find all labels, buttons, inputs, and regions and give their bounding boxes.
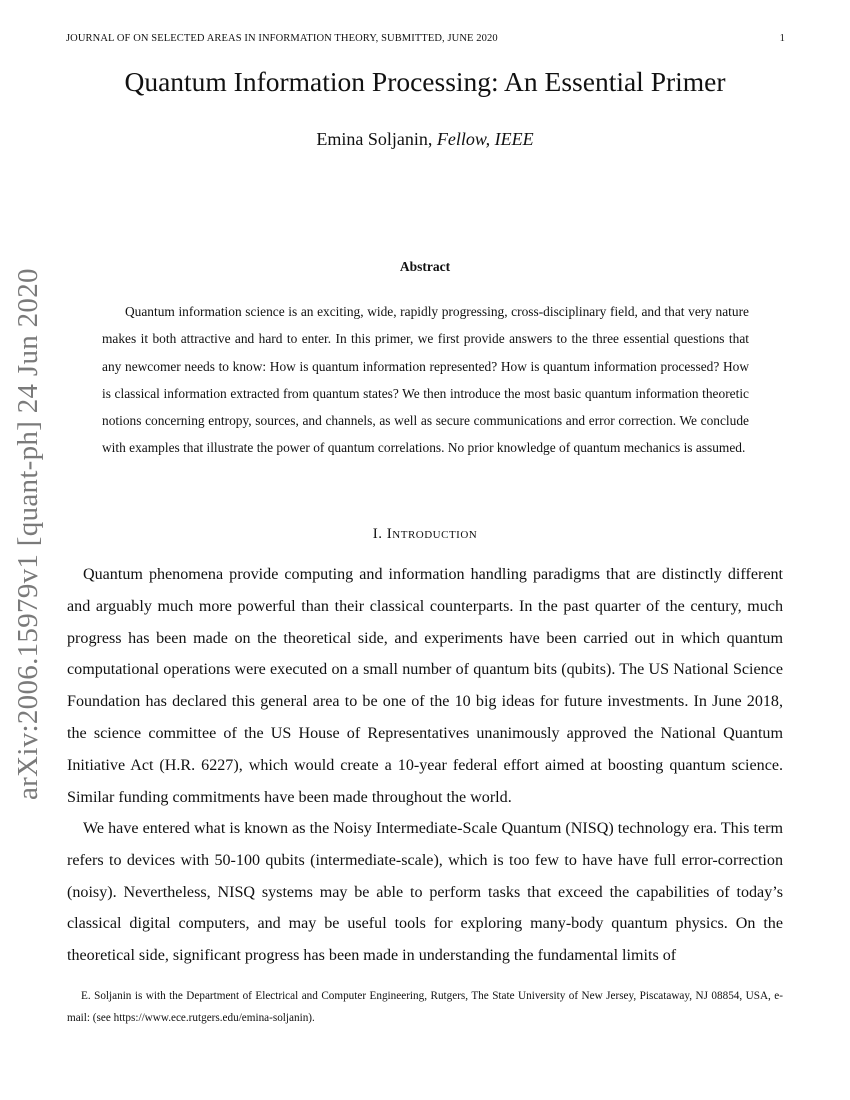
abstract-heading: Abstract — [399, 259, 451, 274]
running-head-text: JOURNAL OF ON SELECTED AREAS IN INFORMATION THEORY, SUBMITTED, JUNE 2020 — [66, 33, 498, 44]
section-number: I. — [372, 526, 383, 542]
section-heading — [0, 526, 850, 543]
author-footnote: E. Soljanin is with the Department of Electrical and Computer Engineering, Rutgers, The State University of New Jersey, Piscataway, NJ 08854, USA, e-mail: (see https://www.ece.rutgers.edu/emina-soljanin). — [67, 990, 783, 1024]
author-line — [0, 129, 850, 150]
page-number: 1 — [779, 33, 785, 44]
body-paragraph: We have entered what is known as the Noisy Intermediate-Scale Quantum (NISQ) technology era. This term refers to devices with 50-100 qubits (intermediate-scale), which is too few to have have full error-correction (noisy). Nevertheless, NISQ systems may be able to perform tasks that exceed the capabilities of today’s classical digital computers, and may be useful tools for exploring many-body quantum physics. On the theoretical side, significant progress has been made in understanding the fundamental limits of — [67, 820, 783, 965]
body-paragraph: Quantum phenomena provide computing and information handling paradigms that are distinctly different and arguably much more powerful than their classical counterparts. In the past quarter of the century, much progress has been made on the theoretical side, and experiments have been carried out in which quantum computational operations were executed on a small number of quantum bits (qubits). The US National Science Foundation has declared this general area to be one of the 10 big ideas for future investments. In June 2018, the science committee of the US House of Representatives unanimously approved the National Quantum Initiative Act (H.R. 6227), which would create a 10-year federal effort aimed at boosting quantum science. Similar funding commitments have been made throughout the world. — [67, 566, 783, 806]
author-affiliation: Fellow, IEEE — [436, 129, 534, 149]
abstract-text: Quantum information science is an exciting, wide, rapidly progressing, cross-disciplinary field, and that very nature makes it both attractive and hard to enter. In this primer, we first provide answers to the three essential questions that any newcomer needs to know: How is quantum information represented? How is quantum information processed? How is classical information extracted from quantum states? We then introduce the most basic quantum information theoretic notions concerning entropy, sources, and channels, as well as secure communications and error correction. We conclude with examples that illustrate the power of quantum correlations. No prior knowledge of quantum mechanics is assumed. — [102, 304, 749, 456]
running-header — [66, 33, 785, 44]
section-title: Introduction — [386, 526, 478, 542]
paper-title: Quantum Information Processing: An Essential Primer — [124, 66, 726, 97]
author-name: Emina Soljanin, — [316, 129, 433, 149]
arxiv-identifier-stamp: arXiv:2006.15979v1 [quant-ph] 24 Jun 2020 — [12, 268, 44, 800]
